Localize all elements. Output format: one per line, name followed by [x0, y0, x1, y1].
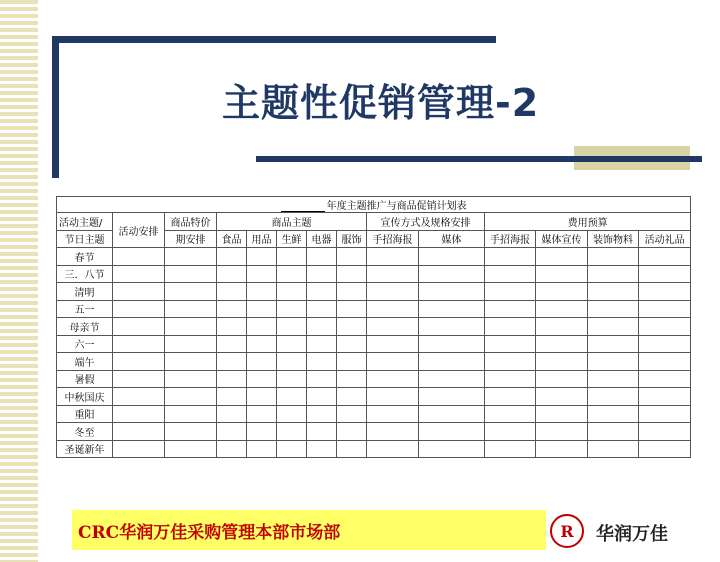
- bottom-navy-bar: [256, 156, 702, 162]
- table-cell[interactable]: [113, 248, 165, 266]
- table-cell[interactable]: [165, 318, 217, 336]
- table-body: [57, 248, 691, 458]
- header-budget-poster: 手招海报: [485, 230, 536, 248]
- table-cell[interactable]: [419, 405, 485, 423]
- table-cell[interactable]: [367, 283, 419, 301]
- table-cell[interactable]: [639, 335, 691, 353]
- table-cell[interactable]: [367, 388, 419, 406]
- row-holiday-label: 圣诞新年: [57, 440, 113, 458]
- table-cell[interactable]: [536, 423, 588, 441]
- table-cell[interactable]: [485, 388, 536, 406]
- table-cell[interactable]: [639, 353, 691, 371]
- table-cell[interactable]: [419, 353, 485, 371]
- table-row: [57, 370, 691, 388]
- table-cell[interactable]: [307, 405, 337, 423]
- table-cell[interactable]: [536, 318, 588, 336]
- table-cell[interactable]: [113, 388, 165, 406]
- table-cell[interactable]: [536, 353, 588, 371]
- table-cell[interactable]: [337, 388, 367, 406]
- header-budget-gifts: 活动礼品: [639, 230, 691, 248]
- table-cell[interactable]: [165, 405, 217, 423]
- table-cell[interactable]: [113, 405, 165, 423]
- slide-title: 主题性促销管理-2: [222, 81, 540, 125]
- table-cell[interactable]: [113, 423, 165, 441]
- table-cell[interactable]: [588, 265, 639, 283]
- table-cell[interactable]: [485, 353, 536, 371]
- table-cell[interactable]: [419, 318, 485, 336]
- table-row: [57, 353, 691, 371]
- header-product-goods: 用品: [247, 230, 277, 248]
- table-cell[interactable]: [367, 265, 419, 283]
- table-row: [57, 265, 691, 283]
- table-row: [57, 300, 691, 318]
- table-cell[interactable]: [217, 370, 247, 388]
- header-promo-poster: 手招海报: [367, 230, 419, 248]
- table-cell[interactable]: [247, 248, 277, 266]
- header-product-apparel: 服饰: [337, 230, 367, 248]
- table-cell[interactable]: [307, 248, 337, 266]
- table-cell[interactable]: [536, 388, 588, 406]
- table-cell[interactable]: [588, 405, 639, 423]
- table-cell[interactable]: [536, 283, 588, 301]
- table-cell[interactable]: [165, 283, 217, 301]
- table-cell[interactable]: [247, 440, 277, 458]
- table-cell[interactable]: [485, 335, 536, 353]
- header-promo-method: 宣传方式及规格安排: [367, 213, 485, 231]
- table-cell[interactable]: [588, 388, 639, 406]
- table-cell[interactable]: [588, 370, 639, 388]
- table-cell[interactable]: [536, 405, 588, 423]
- table-cell[interactable]: [165, 440, 217, 458]
- table-row: [57, 440, 691, 458]
- table-cell[interactable]: [277, 283, 307, 301]
- table-cell[interactable]: [165, 388, 217, 406]
- table-cell[interactable]: [113, 283, 165, 301]
- table-cell[interactable]: [165, 248, 217, 266]
- promotion-plan-table: [56, 196, 691, 458]
- table-cell[interactable]: [639, 440, 691, 458]
- table-cell[interactable]: [217, 353, 247, 371]
- table-cell[interactable]: [639, 370, 691, 388]
- row-holiday-label: 春节: [57, 248, 113, 266]
- table-cell[interactable]: [337, 423, 367, 441]
- vertical-navy-bar: [52, 36, 59, 178]
- table-cell[interactable]: [485, 265, 536, 283]
- table-cell[interactable]: [277, 248, 307, 266]
- year-blank: [281, 202, 325, 212]
- table-cell[interactable]: [337, 405, 367, 423]
- header-budget-media: 媒体宣传: [536, 230, 588, 248]
- table-cell[interactable]: [639, 405, 691, 423]
- table-cell[interactable]: [337, 318, 367, 336]
- table-cell[interactable]: [639, 283, 691, 301]
- table-row: [57, 318, 691, 336]
- table-cell[interactable]: [307, 265, 337, 283]
- table-cell[interactable]: [307, 300, 337, 318]
- table-cell[interactable]: [113, 335, 165, 353]
- table-cell[interactable]: [217, 335, 247, 353]
- table-cell[interactable]: [217, 423, 247, 441]
- table-cell[interactable]: [307, 318, 337, 336]
- table-cell[interactable]: [277, 388, 307, 406]
- table-row: [57, 405, 691, 423]
- table-cell[interactable]: [247, 335, 277, 353]
- table-cell[interactable]: [247, 423, 277, 441]
- table-cell[interactable]: [307, 283, 337, 301]
- row-holiday-label: 清明: [57, 283, 113, 301]
- table-cell[interactable]: [113, 440, 165, 458]
- table-cell[interactable]: [485, 318, 536, 336]
- table-cell[interactable]: [277, 440, 307, 458]
- table-cell[interactable]: [485, 405, 536, 423]
- table-cell[interactable]: [277, 353, 307, 371]
- decorative-stripes: [0, 0, 38, 562]
- table-cell[interactable]: [367, 318, 419, 336]
- table-row: [57, 423, 691, 441]
- table-cell[interactable]: [247, 265, 277, 283]
- table-cell[interactable]: [485, 370, 536, 388]
- table-caption-text: 年度主题推广与商品促销计划表: [326, 201, 467, 212]
- table-cell[interactable]: [307, 440, 337, 458]
- table-cell[interactable]: [639, 265, 691, 283]
- table-cell[interactable]: [536, 440, 588, 458]
- table-cell[interactable]: [337, 335, 367, 353]
- table-cell[interactable]: [307, 353, 337, 371]
- row-holiday-label: 母亲节: [57, 318, 113, 336]
- table-cell[interactable]: [639, 423, 691, 441]
- table-row: [57, 335, 691, 353]
- table-cell[interactable]: [588, 248, 639, 266]
- table-cell[interactable]: [485, 440, 536, 458]
- table-cell[interactable]: [247, 353, 277, 371]
- table-cell[interactable]: [536, 370, 588, 388]
- table-cell[interactable]: [367, 300, 419, 318]
- table-cell[interactable]: [307, 388, 337, 406]
- table-cell[interactable]: [639, 388, 691, 406]
- table-cell[interactable]: [113, 265, 165, 283]
- table-cell[interactable]: [536, 335, 588, 353]
- row-holiday-label: 六一: [57, 335, 113, 353]
- promotion-plan-table-wrapper: [56, 196, 690, 458]
- table-cell[interactable]: [588, 318, 639, 336]
- table-cell[interactable]: [536, 265, 588, 283]
- header-product-food: 食品: [217, 230, 247, 248]
- table-cell[interactable]: [639, 300, 691, 318]
- table-cell[interactable]: [113, 318, 165, 336]
- row-holiday-label: 端午: [57, 353, 113, 371]
- table-cell[interactable]: [536, 300, 588, 318]
- table-cell[interactable]: [367, 370, 419, 388]
- footer-text: CRC华润万佳采购管理本部市场部: [78, 523, 341, 543]
- table-cell[interactable]: [217, 405, 247, 423]
- table-cell[interactable]: [277, 335, 307, 353]
- table-cell[interactable]: [485, 248, 536, 266]
- header-special-price-2: 期安排: [165, 230, 217, 248]
- table-cell[interactable]: [165, 423, 217, 441]
- table-cell[interactable]: [536, 248, 588, 266]
- table-cell[interactable]: [485, 423, 536, 441]
- table-cell[interactable]: [419, 335, 485, 353]
- table-cell[interactable]: [419, 440, 485, 458]
- table-cell[interactable]: [419, 265, 485, 283]
- table-cell[interactable]: [419, 300, 485, 318]
- header-budget-decor: 装饰物料: [588, 230, 639, 248]
- table-cell[interactable]: [247, 283, 277, 301]
- table-cell[interactable]: [247, 300, 277, 318]
- table-cell[interactable]: [165, 300, 217, 318]
- table-cell[interactable]: [217, 248, 247, 266]
- row-holiday-label: 重阳: [57, 405, 113, 423]
- table-cell[interactable]: [247, 318, 277, 336]
- table-cell[interactable]: [485, 300, 536, 318]
- top-navy-bar: [52, 36, 496, 43]
- table-cell[interactable]: [367, 335, 419, 353]
- table-cell[interactable]: [367, 423, 419, 441]
- row-holiday-label: 三．八节: [57, 265, 113, 283]
- table-cell[interactable]: [165, 265, 217, 283]
- table-cell[interactable]: [165, 335, 217, 353]
- table-cell[interactable]: [337, 248, 367, 266]
- table-cell[interactable]: [337, 440, 367, 458]
- header-product-appliance: 电器: [307, 230, 337, 248]
- table-cell[interactable]: [639, 318, 691, 336]
- table-cell[interactable]: [588, 353, 639, 371]
- table-cell[interactable]: [113, 300, 165, 318]
- table-row: [57, 283, 691, 301]
- table-cell[interactable]: [113, 353, 165, 371]
- table-cell[interactable]: [367, 440, 419, 458]
- header-theme-holiday-1: 活动主题/: [57, 213, 113, 231]
- company-logo: [550, 514, 584, 548]
- table-cell[interactable]: [277, 423, 307, 441]
- table-cell[interactable]: [113, 370, 165, 388]
- table-cell[interactable]: [337, 300, 367, 318]
- table-cell[interactable]: [367, 405, 419, 423]
- table-cell[interactable]: [217, 440, 247, 458]
- header-product-theme: 商品主题: [217, 213, 367, 231]
- table-row: [57, 388, 691, 406]
- table-cell[interactable]: [165, 370, 217, 388]
- table-cell[interactable]: [247, 405, 277, 423]
- header-product-fresh: 生鲜: [277, 230, 307, 248]
- table-cell[interactable]: [337, 353, 367, 371]
- table-cell[interactable]: [247, 388, 277, 406]
- table-cell[interactable]: [419, 370, 485, 388]
- table-cell[interactable]: [165, 353, 217, 371]
- table-cell[interactable]: [588, 283, 639, 301]
- row-holiday-label: 中秋国庆: [57, 388, 113, 406]
- brand-name: 华润万佳: [596, 524, 668, 545]
- table-cell[interactable]: [307, 423, 337, 441]
- table-cell[interactable]: [485, 283, 536, 301]
- table-cell[interactable]: [217, 388, 247, 406]
- table-cell[interactable]: [419, 248, 485, 266]
- table-cell[interactable]: [419, 388, 485, 406]
- table-cell[interactable]: [277, 300, 307, 318]
- header-special-price-1: 商品特价: [165, 213, 217, 231]
- table-cell[interactable]: [277, 265, 307, 283]
- table-cell[interactable]: [367, 248, 419, 266]
- table-caption: [57, 197, 691, 213]
- table-cell[interactable]: [247, 370, 277, 388]
- table-cell[interactable]: [217, 300, 247, 318]
- header-budget: 费用预算: [485, 213, 691, 231]
- table-cell[interactable]: [217, 283, 247, 301]
- table-cell[interactable]: [639, 248, 691, 266]
- table-cell[interactable]: [217, 318, 247, 336]
- logo-letter: R: [560, 521, 574, 541]
- header-theme-holiday-2: 节日主题: [57, 230, 113, 248]
- table-cell[interactable]: [277, 405, 307, 423]
- table-cell[interactable]: [337, 265, 367, 283]
- table-cell[interactable]: [217, 265, 247, 283]
- table-cell[interactable]: [588, 423, 639, 441]
- row-holiday-label: 暑假: [57, 370, 113, 388]
- table-cell[interactable]: [337, 370, 367, 388]
- table-cell[interactable]: [337, 283, 367, 301]
- table-cell[interactable]: [307, 370, 337, 388]
- table-row: [57, 248, 691, 266]
- header-activity-arrangement: 活动安排: [113, 213, 165, 248]
- table-cell[interactable]: [588, 440, 639, 458]
- table-cell[interactable]: [588, 335, 639, 353]
- row-holiday-label: 五一: [57, 300, 113, 318]
- table-cell[interactable]: [367, 353, 419, 371]
- table-cell[interactable]: [419, 423, 485, 441]
- table-cell[interactable]: [588, 300, 639, 318]
- row-holiday-label: 冬至: [57, 423, 113, 441]
- table-cell[interactable]: [277, 318, 307, 336]
- table-cell[interactable]: [277, 370, 307, 388]
- table-cell[interactable]: [307, 335, 337, 353]
- header-promo-media: 媒体: [419, 230, 485, 248]
- table-cell[interactable]: [419, 283, 485, 301]
